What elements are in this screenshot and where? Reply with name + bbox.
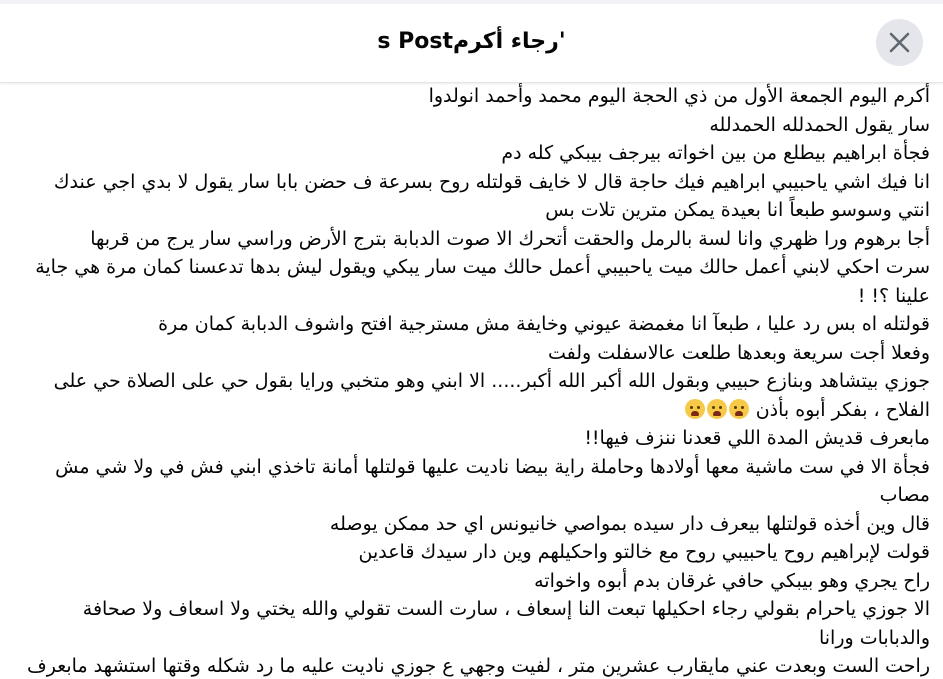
top-strip	[0, 0, 943, 4]
close-button[interactable]	[876, 19, 923, 66]
post-line: قولت لإبراهيم روح ياحبيبي روح مع خالتو واحكيلهم وين دار سيدك قاعدين	[358, 541, 930, 563]
post-line: راح يجري وهو بيبكي حافي غرقان بدم أبوه واخواته	[534, 569, 930, 592]
post-line: فجأة ابراهيم بيطلع من بين اخواته بيرجف بيبكي كله دم	[501, 142, 930, 164]
post-line-with-emoji	[16, 367, 930, 424]
post-text	[16, 82, 930, 679]
post-line: سرت احكي لابني أعمل حالك ميت ياحبيبي أعمل حالك ميت سار يبكي ويقول ليش بدها تدعسنا كمان مرة هي جاية علينا ؟! !	[35, 256, 930, 307]
post-line: فجأة الا في ست ماشية معها أولادها وحاملة راية بيضا ناديت عليها قولتلها أمانة تاخذي ابني فش في ولا شي مش مصاب	[55, 455, 930, 506]
post-line: انا فيك اشي ياحبيبي ابراهيم فيك حاجة قال لا خايف قولتله روح بسرعة ف حضن بابا سار يقول لا بدي اجي عندك انتي وسوسو طبعاً انا بعيدة يمكن مترين تلات بس	[53, 170, 930, 221]
crying-face-emoji-icon	[729, 399, 749, 419]
post-line: أكرم اليوم الجمعة الأول من ذي الحجة اليوم محمد وأحمد انولدوا	[428, 85, 930, 107]
post-line: قولتله اه بس رد عليا ، طبعآ انا مغمضة عيوني وخايفة مش مسترجية افتح واشوف الدبابة كمان مرة	[158, 313, 930, 335]
post-body	[0, 82, 943, 679]
dialog-title: s Postرجاء أكرم'	[377, 29, 566, 54]
post-line: وفعلا أجت سريعة وبعدها طلعت عالاسفلت ولفت	[547, 341, 930, 364]
post-line: الا جوزي ياحرام بقولي رجاء احكيلها تبعت النا إسعاف ، سارت الست تقولي والله يختي ولا اسعاف ولا صحافة والدبابات ورانا	[82, 598, 930, 649]
crying-face-emoji-icon	[685, 399, 705, 419]
post-line: سار يقول الحمدلله الحمدلله	[709, 113, 930, 136]
post-line: قال وين أخذه قولتلها بيعرف دار سيده بمواصي خانيونس اي حد ممكن يوصله	[329, 512, 930, 535]
post-line: مابعرف قديش المدة اللي قعدنا ننزف فيها!!	[584, 427, 930, 449]
dialog-header	[0, 0, 943, 83]
close-icon	[888, 31, 911, 54]
post-line-text: جوزي بيتشاهد وبنازع حبيبي وبقول الله أكبر الله أكبر..... الا ابني وهو متخبي ورايا بقول حي على الصلاة حي على الفلاح ، بفكر أبوه بأذن	[53, 370, 930, 421]
crying-face-emoji-icon	[707, 399, 727, 419]
post-line: راحت الست وبعدت عني مايقارب عشرين متر ، لفيت وجهي ع جوزي ناديت عليه ما رد شكله وقتها استشهد مابعرف	[27, 655, 930, 677]
post-line: أجا برهوم ورا ظهري وانا لسة بالرمل والحقت أتحرك الا صوت الدبابة بترج الأرض وراسي سار يرج من قربها	[90, 227, 930, 250]
